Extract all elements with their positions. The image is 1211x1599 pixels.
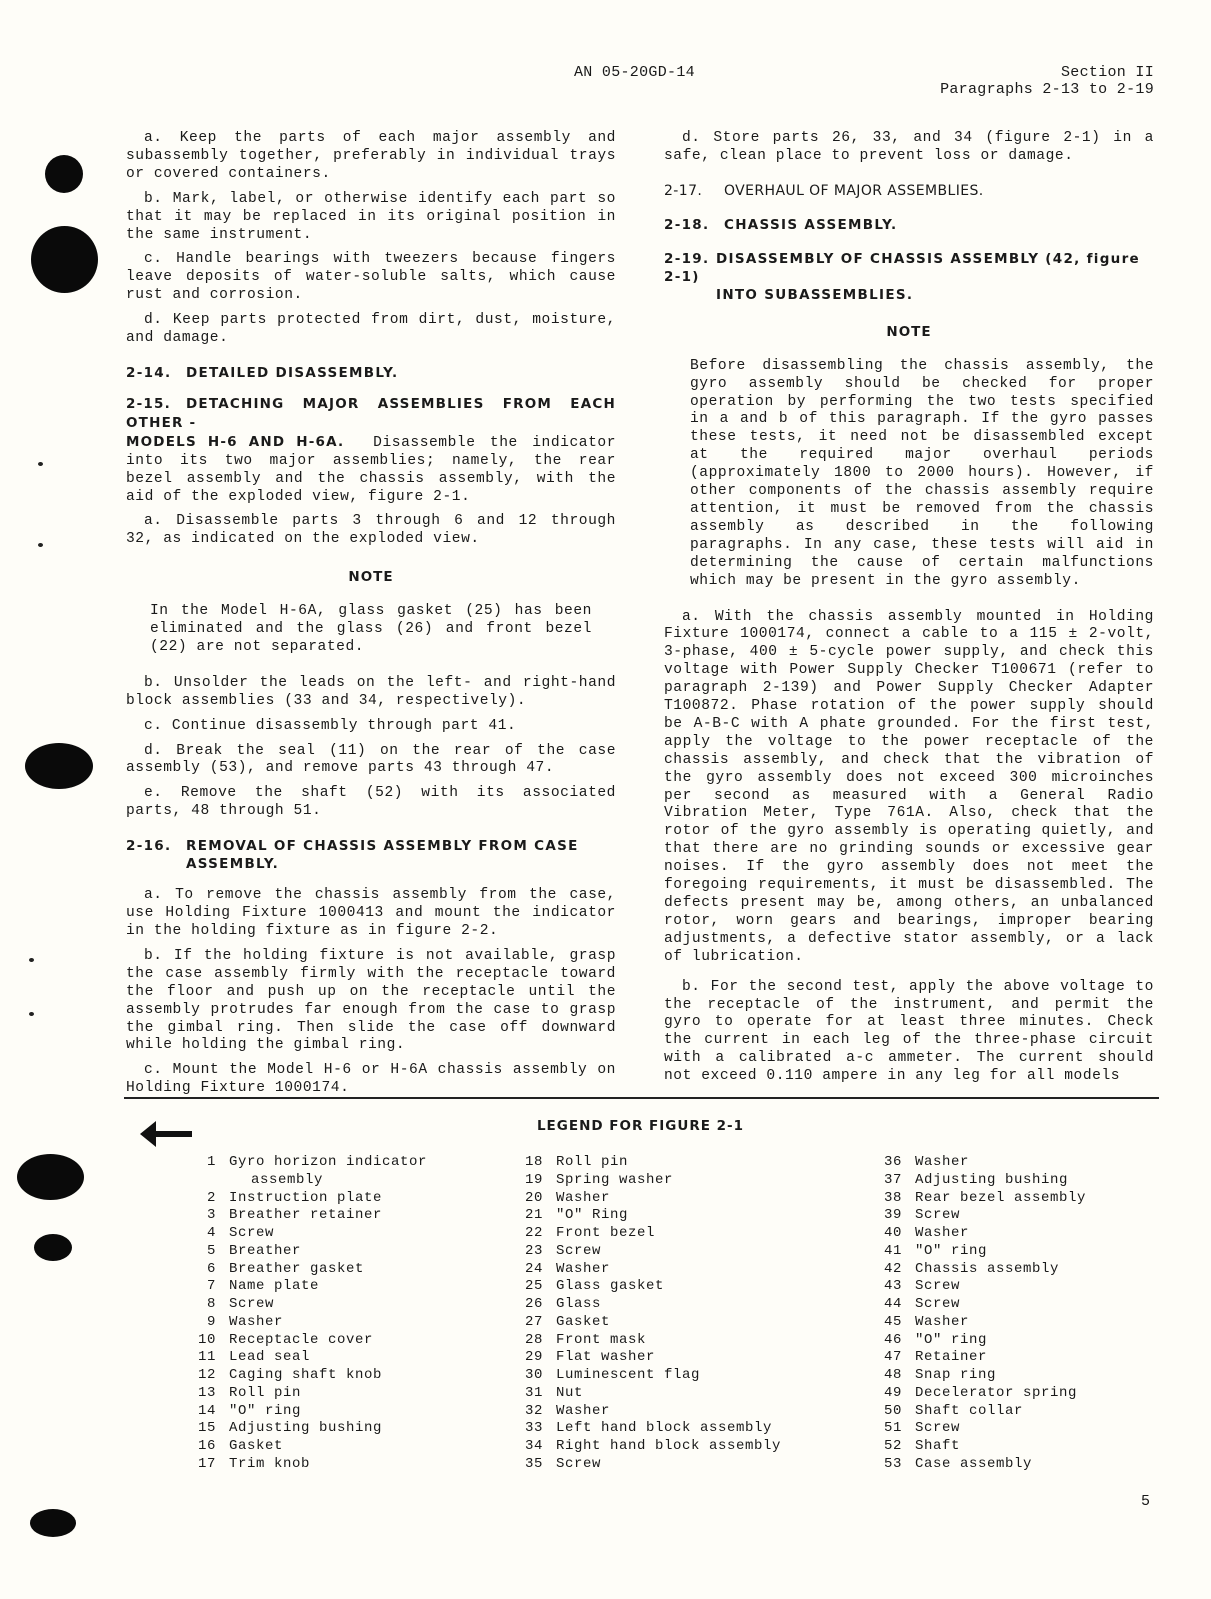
binder-hole <box>31 226 98 293</box>
legend-item: 46 "O" ring <box>883 1331 988 1348</box>
legend-item: 16 Gasket <box>197 1438 284 1454</box>
legend-item: 34 Right hand block assembly <box>524 1438 782 1454</box>
paragraph-2-13-b: b. Mark, label, or otherwise identify each part so that it may be replaced in its original position in the same instrument. <box>126 190 616 243</box>
legend-item: 44 Screw <box>883 1296 961 1312</box>
legend-item: 35 Screw <box>524 1455 602 1472</box>
paragraph-2-13-c: c. Handle bearings with tweezers because fingers leave deposits of water-soluble salts, which cause rust and corrosion. <box>126 251 616 304</box>
note-body: Before disassembling the chassis assembly, the gyro assembly should be checked for proper operation by performing the two tests specified in a and b of this paragraph. If the gyro passes these tests, it need not be disassembled except at the required major overhaul periods (approximately 1800 to 2000 hours). However, if other components of the chassis assembly require attention, it must be removed from the chassis assembly as described in the following paragraphs. In any case, these tests will aid in determining the cause of certain malfunctions which may be present in the gyro assembly. <box>690 357 1154 589</box>
left-column <box>126 130 616 1105</box>
heading-2-19: 2-19. DISASSEMBLY OF CHASSIS ASSEMBLY (42, figure 2-1) INTO SUBASSEMBLIES. <box>664 250 1140 303</box>
paragraph-2-15-c: c. Continue disassembly through part 41. <box>144 717 517 734</box>
legend-item: 42 Chassis assembly <box>883 1260 1060 1277</box>
legend-item: 5 Breather <box>206 1242 302 1259</box>
legend-item: 50 Shaft collar <box>883 1402 1024 1419</box>
section-divider <box>124 1097 1159 1099</box>
legend-item: 23 Screw <box>524 1242 602 1259</box>
paragraph-2-13-d: d. Keep parts protected from dirt, dust, moisture, and damage. <box>126 312 616 347</box>
legend-item: 27 Gasket <box>524 1313 611 1330</box>
note-title: NOTE <box>886 323 932 340</box>
heading-2-14: 2-14. DETAILED DISASSEMBLY. <box>126 364 399 381</box>
paragraph-2-16-c: c. Mount the Model H-6 or H-6A chassis assembly on Holding Fixture 1000174. <box>126 1062 616 1097</box>
legend-column-1 <box>188 1154 427 1474</box>
legend-item: 15 Adjusting bushing <box>197 1420 383 1437</box>
legend-item: 26 Glass <box>524 1296 602 1312</box>
legend-item: 41 "O" ring <box>883 1242 988 1259</box>
legend-item: 8 Screw <box>206 1296 275 1312</box>
paragraph-2-15-d: d. Break the seal (11) on the rear of the case assembly (53), and remove parts 43 through 47. <box>126 742 616 777</box>
paragraph-range: Paragraphs 2-13 to 2-19 <box>940 81 1154 98</box>
paragraph-2-13-a: a. Keep the parts of each major assembly and subassembly together, preferably in individual trays or covered containers. <box>126 130 616 182</box>
paragraph-2-15-b: b. Unsolder the leads on the left- and right-hand block assemblies (33 and 34, respectively). <box>126 674 616 709</box>
legend-item: 53 Case assembly <box>883 1455 1033 1472</box>
legend-item: assembly <box>251 1171 324 1188</box>
legend-item: 30 Luminescent flag <box>524 1367 701 1383</box>
legend-item: 21 "O" Ring <box>524 1207 629 1224</box>
legend-item: 9 Washer <box>206 1313 284 1330</box>
legend-item: 20 Washer <box>524 1189 611 1206</box>
heading-2-16: 2-16. REMOVAL OF CHASSIS ASSEMBLY FROM CASE ASSEMBLY. <box>126 838 579 873</box>
paragraph-2-16-b: b. If the holding fixture is not available, grasp the case assembly firmly with the receptacle toward the floor and push up on the receptacle until the assembly protrudes far enough from the case to grasp the gimbal ring. Then slide the case off downward while holding the gimbal ring. <box>126 947 616 1054</box>
legend-item: 12 Caging shaft knob <box>197 1367 383 1383</box>
doc-number: AN 05-20GD-14 <box>574 64 695 81</box>
legend-item: 45 Washer <box>883 1313 970 1330</box>
legend-item: 1 Gyro horizon indicator <box>206 1154 428 1170</box>
legend-item: 33 Left hand block assembly <box>524 1420 773 1437</box>
paragraph-2-16-a: a. To remove the chassis assembly from the case, use Holding Fixture 1000413 and mount the indicator in the holding fixture as in figure 2-2. <box>126 887 616 939</box>
paragraph-2-15: 2-15. DETACHING MAJOR ASSEMBLIES FROM EACH OTHER - MODELS H-6 AND H-6A. Disassemble the indicator into its two major assemblies; namely, the rear bezel assembly and the chassis assembly, with the aid of the exploded view, figure 2-1. <box>126 395 616 505</box>
paper-speck <box>38 543 43 547</box>
note-body: In the Model H-6A, glass gasket (25) has been eliminated and the glass (26) and front bezel (22) are not separated. <box>150 603 592 655</box>
legend-item: 51 Screw <box>883 1420 961 1437</box>
legend-item: 40 Washer <box>883 1225 970 1241</box>
legend-item: 24 Washer <box>524 1260 611 1277</box>
paragraph-2-15-a: a. Disassemble parts 3 through 6 and 12 through 32, as indicated on the exploded view. <box>126 513 616 548</box>
legend-title: LEGEND FOR FIGURE 2-1 <box>536 1118 745 1134</box>
legend-item: 6 Breather gasket <box>206 1260 365 1277</box>
heading-2-18: 2-18. CHASSIS ASSEMBLY. <box>664 216 898 233</box>
legend-item: 2 Instruction plate <box>206 1189 383 1206</box>
legend-item: 32 Washer <box>524 1402 611 1419</box>
heading-2-15: 2-15. DETACHING MAJOR ASSEMBLIES FROM EACH OTHER - MODELS H-6 AND H-6A. <box>126 395 616 450</box>
legend-item: 7 Name plate <box>206 1278 320 1295</box>
legend-item: 25 Glass gasket <box>524 1278 665 1295</box>
page-number: 5 <box>1141 1493 1151 1510</box>
legend-item: 17 Trim knob <box>197 1455 311 1472</box>
legend-item: 3 Breather retainer <box>206 1207 383 1224</box>
legend-item: 43 Screw <box>883 1278 961 1295</box>
section-label: Section II <box>1060 64 1154 81</box>
paragraph-2-15-e: e. Remove the shaft (52) with its associated parts, 48 through 51. <box>126 785 616 820</box>
legend-item: 39 Screw <box>883 1207 961 1224</box>
legend-item: 13 Roll pin <box>197 1384 302 1401</box>
legend-item: 4 Screw <box>206 1225 275 1241</box>
legend-item: 52 Shaft <box>883 1438 961 1454</box>
binder-hole <box>25 743 93 789</box>
binder-hole <box>17 1154 84 1200</box>
legend-item: 36 Washer <box>883 1154 970 1170</box>
paper-speck <box>29 958 34 962</box>
legend-item: 22 Front bezel <box>524 1225 656 1241</box>
binder-hole <box>45 155 83 193</box>
legend-item: 11 Lead seal <box>197 1349 311 1366</box>
note-title: NOTE <box>348 569 394 586</box>
legend-item: 38 Rear bezel assembly <box>883 1189 1087 1206</box>
legend-column-2 <box>515 1154 781 1474</box>
binder-hole <box>30 1509 76 1537</box>
binder-hole <box>34 1234 72 1261</box>
legend-item: 48 Snap ring <box>883 1367 997 1383</box>
legend-item: 47 Retainer <box>883 1349 988 1366</box>
legend-item: 29 Flat washer <box>524 1349 656 1366</box>
legend-item: 28 Front mask <box>524 1331 647 1348</box>
right-column <box>664 130 1154 1093</box>
legend-item: 18 Roll pin <box>524 1154 629 1170</box>
legend-item: 37 Adjusting bushing <box>883 1171 1069 1188</box>
legend-item: 31 Nut <box>524 1384 584 1401</box>
paragraph-2-19-b: b. For the second test, apply the above voltage to the receptacle of the instrument, and permit the gyro to operate for at least three minutes. Check the current in each leg of the three-phase circuit with a calibrated a-c ammeter. The current should not exceed 0.110 ampere in any leg for all models <box>664 978 1154 1085</box>
paper-speck <box>29 1012 34 1016</box>
legend-column-3 <box>874 1154 1086 1474</box>
paper-speck <box>38 462 43 466</box>
legend-item: 14 "O" ring <box>197 1402 302 1419</box>
paragraph-2-19-a: a. With the chassis assembly mounted in Holding Fixture 1000174, connect a cable to a 115 ± 2-volt, 3-phase, 400 ± 5-cycle power supply, and check this voltage with Power Supply Checker T100671 (refer to paragraph 2-139) and Power Supply Checker Adapter T100872. Phase rotation of the power supply should be A-B-C with A phate grounded. For the first test, apply the voltage to the power receptacle of the chassis assembly, and check that the vibration of the gyro assembly does not exceed 300 microinches per second as measured with a General Radio Vibration Meter, Type 761A. Also, check that the rotor of the gyro assembly is operating quietly, and that there are no grinding sounds or excessive gear noises. If the gyro assembly does not meet the foregoing requirements, it must be disassembled. The defects present may be, among others, an unbalanced rotor, worn gears and bearings, improper bearing adjustments, a defective stator assembly, or a lack of lubrication. <box>664 608 1154 965</box>
legend-item: 19 Spring washer <box>524 1171 674 1188</box>
heading-2-17: 2-17. OVERHAUL OF MAJOR ASSEMBLIES. <box>664 182 984 199</box>
legend-item: 10 Receptacle cover <box>197 1331 374 1348</box>
legend-item: 49 Decelerator spring <box>883 1384 1078 1401</box>
paragraph-2-16-d: d. Store parts 26, 33, and 34 (figure 2-1) in a safe, clean place to prevent loss or damage. <box>664 130 1154 164</box>
